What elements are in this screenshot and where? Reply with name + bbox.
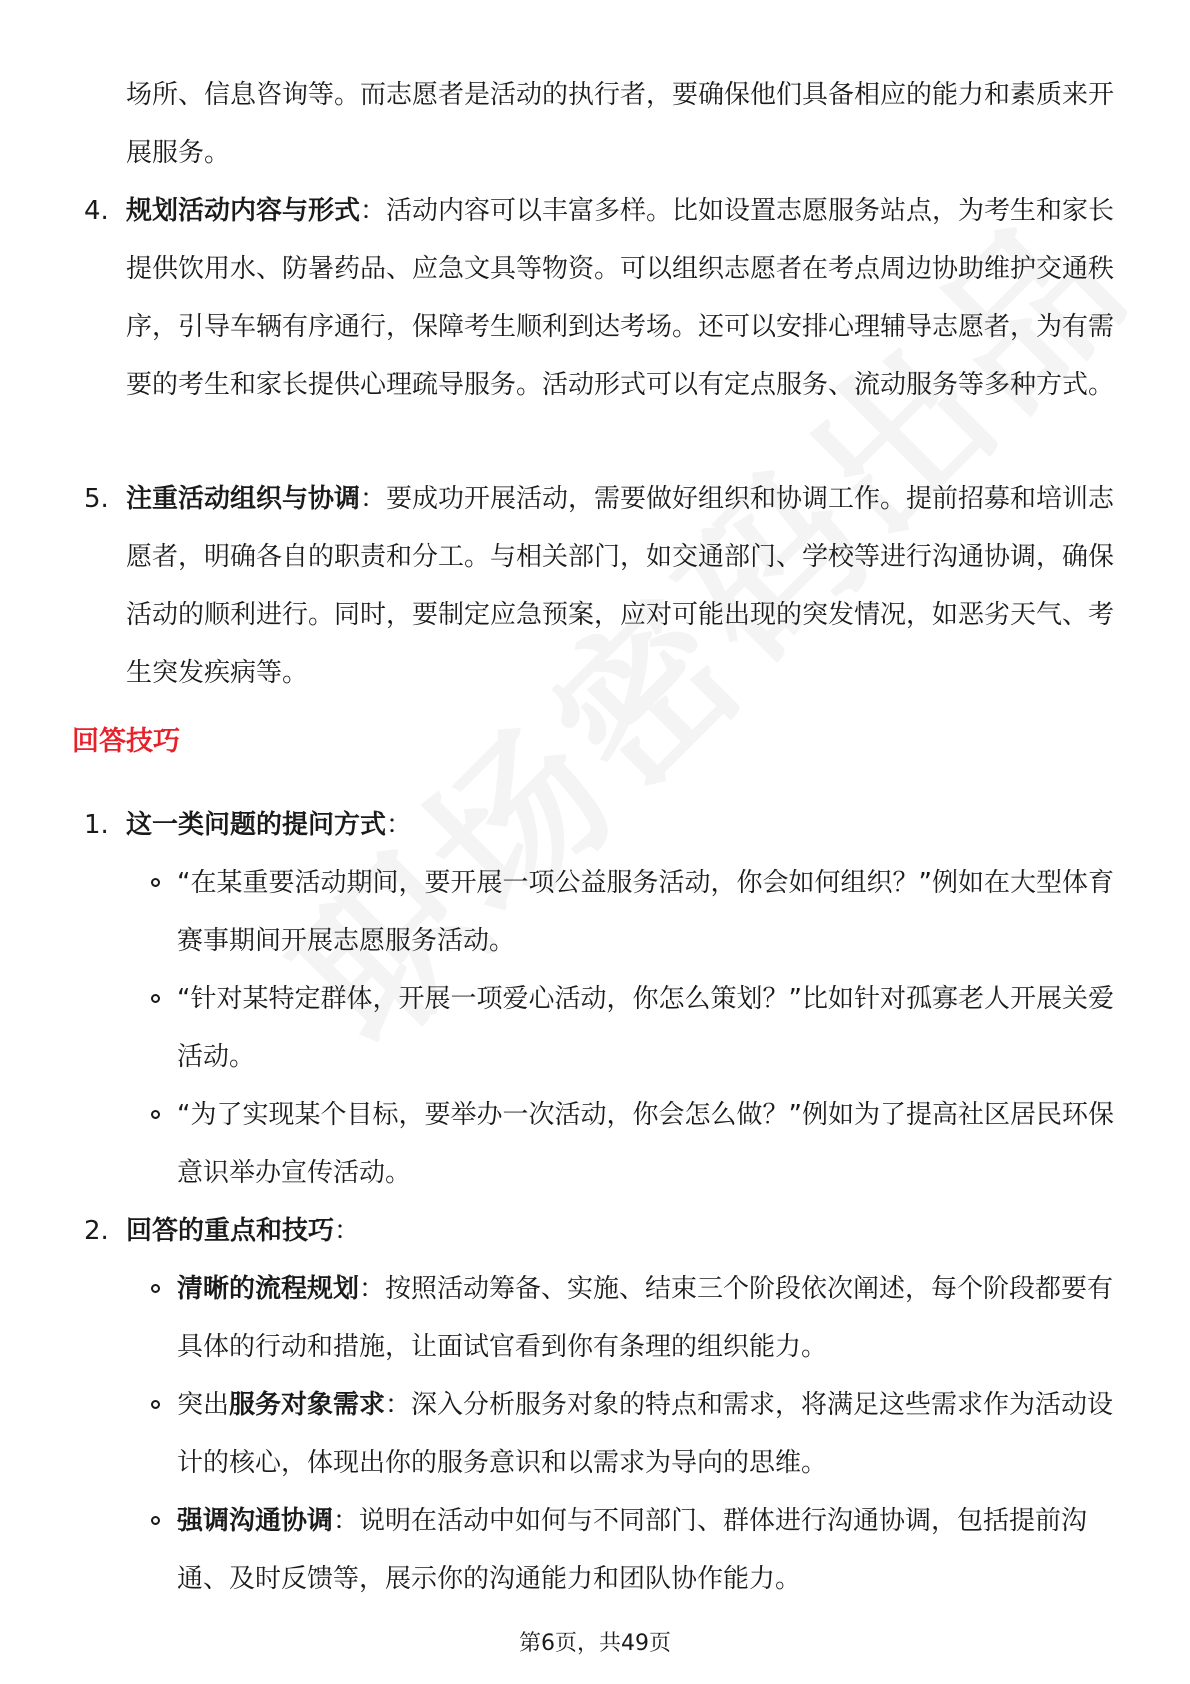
item-text: ： (386, 810, 413, 840)
sub-item (177, 1492, 1127, 1608)
circle-bullet-icon (151, 1284, 160, 1293)
list-item-5 (84, 470, 1126, 702)
sub-item-text: ：说明在活动中如何与不同部门、群体进行沟通协调，包括提前沟通、及时反馈等，展示你的沟通能力和团队协作能力。 (177, 1506, 1088, 1594)
sub-item-heading: 服务对象需求 (229, 1390, 386, 1420)
list-item-4 (84, 182, 1126, 414)
circle-bullet-icon (151, 994, 160, 1003)
sub-item-text: “针对某特定群体，开展一项爱心活动，你怎么策划？”比如针对孤寡老人开展关爱活动。 (177, 984, 1114, 1072)
sub-item-text: “为了实现某个目标，要举办一次活动，你会怎么做？”例如为了提高社区居民环保意识举办宣传活动。 (177, 1100, 1114, 1188)
circle-bullet-icon (151, 878, 160, 887)
list-number: 2. (84, 1216, 109, 1246)
sub-item-text: ：按照活动筹备、实施、结束三个阶段依次阐述，每个阶段都要有具体的行动和措施，让面试官看到你有条理的组织能力。 (177, 1274, 1114, 1362)
page-footer: 第6页，共49页 (519, 1631, 671, 1656)
item-text: ：要成功开展活动，需要做好组织和协调工作。提前招募和培训志愿者，明确各自的职责和分工。与相关部门，如交通部门、学校等进行沟通协调，确保活动的顺利进行。同时，要制定应急预案，应对可能出现的突发情况，如恶劣天气、考生突发疾病等。 (126, 484, 1115, 688)
item-heading: 注重活动组织与协调 (126, 484, 361, 514)
item-heading: 回答的重点和技巧 (126, 1216, 335, 1246)
list-number: 1. (84, 810, 109, 840)
sub-item (177, 1086, 1127, 1202)
list-number: 5. (84, 484, 109, 514)
sub-item (177, 970, 1127, 1086)
sub-item (177, 1376, 1127, 1492)
item-heading: 规划活动内容与形式 (126, 196, 361, 226)
sub-item-text: “在某重要活动期间，要开展一项公益服务活动，你会如何组织？”例如在大型体育赛事期间开展志愿服务活动。 (177, 868, 1114, 956)
sub-item (177, 854, 1127, 970)
sub-item (177, 1260, 1127, 1376)
sub-item-heading: 清晰的流程规划 (177, 1274, 360, 1304)
circle-bullet-icon (151, 1516, 160, 1525)
sub-item-text: ：深入分析服务对象的特点和需求，将满足这些需求作为活动设计的核心，体现出你的服务意识和以需求为导向的思维。 (177, 1390, 1114, 1478)
item-text: ：活动内容可以丰富多样。比如设置志愿服务站点，为考生和家长提供饮用水、防暑药品、应急文具等物资。可以组织志愿者在考点周边协助维护交通秩序，引导车辆有序通行，保障考生顺利到达考场。还可以安排心理辅导志愿者，为有需要的考生和家长提供心理疏导服务。活动形式可以有定点服务、流动服务等多种方式。 (126, 196, 1115, 400)
continuation-paragraph: 场所、信息咨询等。而志愿者是活动的执行者，要确保他们具备相应的能力和素质来开展服务。 (126, 80, 1115, 168)
item-text: ： (334, 1216, 361, 1246)
section-title: 回答技巧 (72, 726, 180, 757)
sub-item-heading: 强调沟通协调 (177, 1506, 334, 1536)
sub-item-pre: 突出 (177, 1390, 230, 1420)
circle-bullet-icon (151, 1400, 160, 1409)
circle-bullet-icon (151, 1110, 160, 1119)
tip-item-2 (84, 1202, 1126, 1260)
item-heading: 这一类问题的提问方式 (126, 810, 387, 840)
tip-item-1 (84, 796, 1126, 854)
list-number: 4. (84, 196, 109, 226)
